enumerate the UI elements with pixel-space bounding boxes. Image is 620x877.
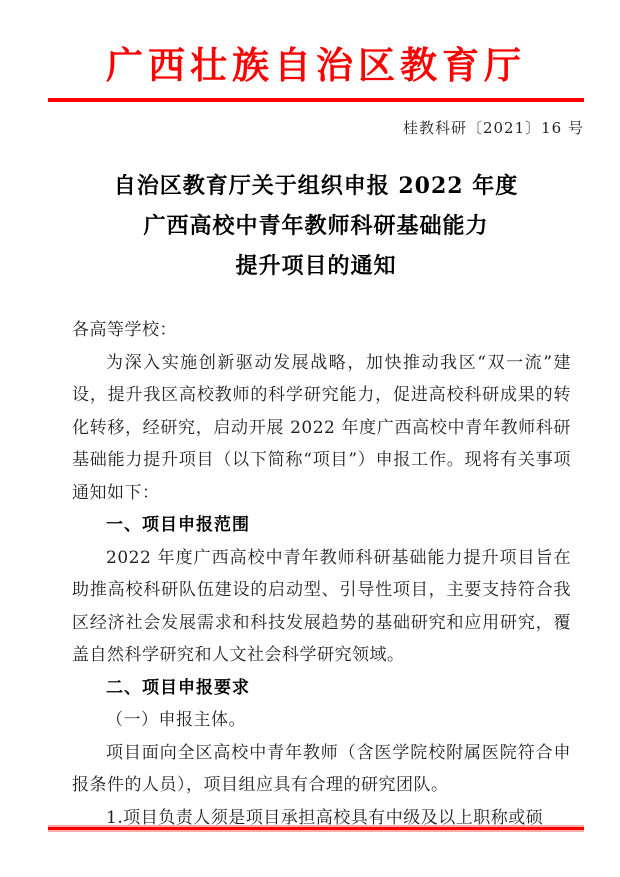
document-number: 桂教科研〔2021〕16 号 xyxy=(402,119,584,137)
subsection-heading: （一）申报主体。 xyxy=(106,710,246,730)
body-paragraph: 2022 年度广西高校中青年教师科研基础能力提升项目旨在助推高校科研队伍建设的启动型、引导性项目，主要支持符合我区经济社会发展需求和科技发展趋势的基础研究和应用研究，覆盖自然科学研究和人文社会科学研究领域。 xyxy=(72,547,571,665)
paragraph-list xyxy=(72,347,571,835)
salutation: 各高等学校： xyxy=(72,320,177,340)
footer-red-line xyxy=(48,827,584,830)
notice-title-line-2: 广西高校中青年教师科研基础能力 xyxy=(143,213,489,239)
notice-title xyxy=(48,166,584,286)
notice-title-line-1: 自治区教育厅关于组织申报 2022 年度 xyxy=(113,173,519,199)
document-body xyxy=(72,314,571,834)
body-paragraph: 1.项目负责人须是项目承担高校具有中级及以上职称或硕 xyxy=(106,807,544,828)
header-red-separator xyxy=(48,98,584,102)
issuing-org-title: 广西壮族自治区教育厅 xyxy=(106,43,526,87)
body-paragraph: 为深入实施创新驱动发展战略，加快推动我区“双一流”建设，提升我区高校教师的科学研究能力，促进高校科研成果的转化转移，经研究，启动开展 2022 年度广西高校中青年教师科研基础能力提升项目（以下简称“项目”）申报工作。现将有关事项通知如下： xyxy=(72,352,571,503)
section-heading: 二、项目申报要求 xyxy=(106,677,250,698)
notice-title-line-3: 提升项目的通知 xyxy=(235,253,397,279)
section-heading: 一、项目申报范围 xyxy=(106,515,250,535)
body-paragraph: 项目面向全区高校中青年教师（含医学院校附属医院符合申报条件的人员），项目组应具有合理的研究团队。 xyxy=(72,742,571,795)
